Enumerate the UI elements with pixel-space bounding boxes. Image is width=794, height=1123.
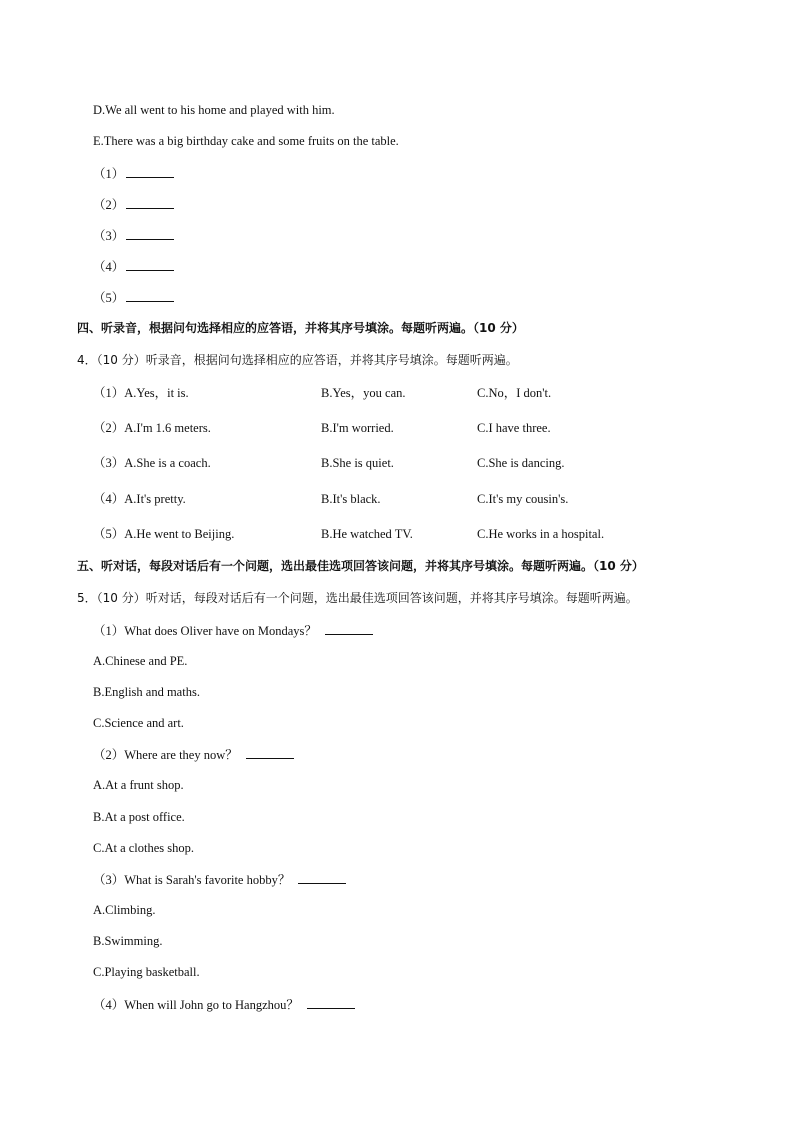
answer-line-5 xyxy=(93,289,174,306)
question-5-instruction: 5．（10 分）听对话，每段对话后有一个问题，选出最佳选项回答该问题，并将其序号填涂。每题听两遍。 xyxy=(77,591,638,605)
q5-1-option-b[interactable]: B.English and maths. xyxy=(93,685,200,699)
answer-blank[interactable] xyxy=(126,258,174,271)
option-d: D.We all went to his home and played with him. xyxy=(93,103,335,117)
option-text: A.She is a coach. xyxy=(124,456,211,470)
q5-2-option-a[interactable]: A.At a frunt shop. xyxy=(93,778,184,792)
q5-3-option-b[interactable]: B.Swimming. xyxy=(93,934,163,948)
row-number: （5） xyxy=(93,527,125,541)
row-3-option-a[interactable] xyxy=(93,455,211,471)
q5-1-option-a[interactable]: A.Chinese and PE. xyxy=(93,654,188,668)
answer-line-2 xyxy=(93,196,174,213)
row-number: （1） xyxy=(93,386,125,400)
option-text: A.He went to Beijing. xyxy=(124,527,235,541)
answer-blank[interactable] xyxy=(126,289,174,302)
answer-blank[interactable] xyxy=(246,746,294,759)
section-5-heading: 五、听对话，每段对话后有一个问题，选出最佳选项回答该问题，并将其序号填涂。每题听两遍。（10 分） xyxy=(77,559,644,573)
q5-2-option-c[interactable]: C.At a clothes shop. xyxy=(93,841,195,855)
answer-number: （3） xyxy=(93,229,125,243)
row-5-option-b[interactable]: B.He watched TV. xyxy=(321,527,413,541)
row-3-option-c[interactable]: C.She is dancing. xyxy=(477,456,565,470)
row-number: （2） xyxy=(93,421,125,435)
question-text: （3）What is Sarah's favorite hobby？ xyxy=(93,873,291,887)
answer-number: （1） xyxy=(93,167,125,181)
section-4-heading: 四、听录音，根据问句选择相应的应答语，并将其序号填涂。每题听两遍。（10 分） xyxy=(77,321,524,335)
answer-blank[interactable] xyxy=(126,196,174,209)
q5-3-option-c[interactable]: C.Playing basketball. xyxy=(93,965,200,979)
q5-2-option-b[interactable]: B.At a post office. xyxy=(93,810,185,824)
answer-line-4 xyxy=(93,258,174,275)
row-2-option-c[interactable]: C.I have three. xyxy=(477,421,551,435)
answer-blank[interactable] xyxy=(307,996,355,1009)
question-4-instruction: 4．（10 分）听录音，根据问句选择相应的应答语，并将其序号填涂。每题听两遍。 xyxy=(77,353,518,367)
row-1-option-c[interactable]: C.No，I don't. xyxy=(477,386,552,400)
q5-2-question xyxy=(93,746,294,763)
row-4-option-a[interactable] xyxy=(93,491,186,507)
answer-line-3 xyxy=(93,227,174,244)
row-1-option-a[interactable] xyxy=(93,385,189,401)
option-text: A.I'm 1.6 meters. xyxy=(124,421,211,435)
row-number: （3） xyxy=(93,456,125,470)
row-2-option-b[interactable]: B.I'm worried. xyxy=(321,421,394,435)
answer-blank[interactable] xyxy=(298,871,346,884)
row-4-option-c[interactable]: C.It's my cousin's. xyxy=(477,492,569,506)
row-number: （4） xyxy=(93,492,125,506)
q5-4-question xyxy=(93,996,355,1013)
option-e: E.There was a big birthday cake and some fruits on the table. xyxy=(93,134,399,148)
answer-number: （5） xyxy=(93,291,125,305)
answer-number: （4） xyxy=(93,260,125,274)
row-5-option-c[interactable]: C.He works in a hospital. xyxy=(477,527,605,541)
row-1-option-b[interactable]: B.Yes，you can. xyxy=(321,386,406,400)
question-text: （4）When will John go to Hangzhou？ xyxy=(93,998,299,1012)
answer-blank[interactable] xyxy=(325,622,373,635)
q5-1-option-c[interactable]: C.Science and art. xyxy=(93,716,184,730)
answer-blank[interactable] xyxy=(126,165,174,178)
q5-3-option-a[interactable]: A.Climbing. xyxy=(93,903,156,917)
answer-blank[interactable] xyxy=(126,227,174,240)
question-text: （1）What does Oliver have on Mondays？ xyxy=(93,624,317,638)
row-2-option-a[interactable] xyxy=(93,420,211,436)
answer-line-1 xyxy=(93,165,174,182)
option-text: A.Yes，it is. xyxy=(124,386,189,400)
q5-3-question xyxy=(93,871,346,888)
row-5-option-a[interactable] xyxy=(93,526,234,542)
row-4-option-b[interactable]: B.It's black. xyxy=(321,492,381,506)
answer-number: （2） xyxy=(93,198,125,212)
row-3-option-b[interactable]: B.She is quiet. xyxy=(321,456,394,470)
q5-1-question xyxy=(93,622,373,639)
question-text: （2）Where are they now？ xyxy=(93,748,238,762)
option-text: A.It's pretty. xyxy=(124,492,186,506)
